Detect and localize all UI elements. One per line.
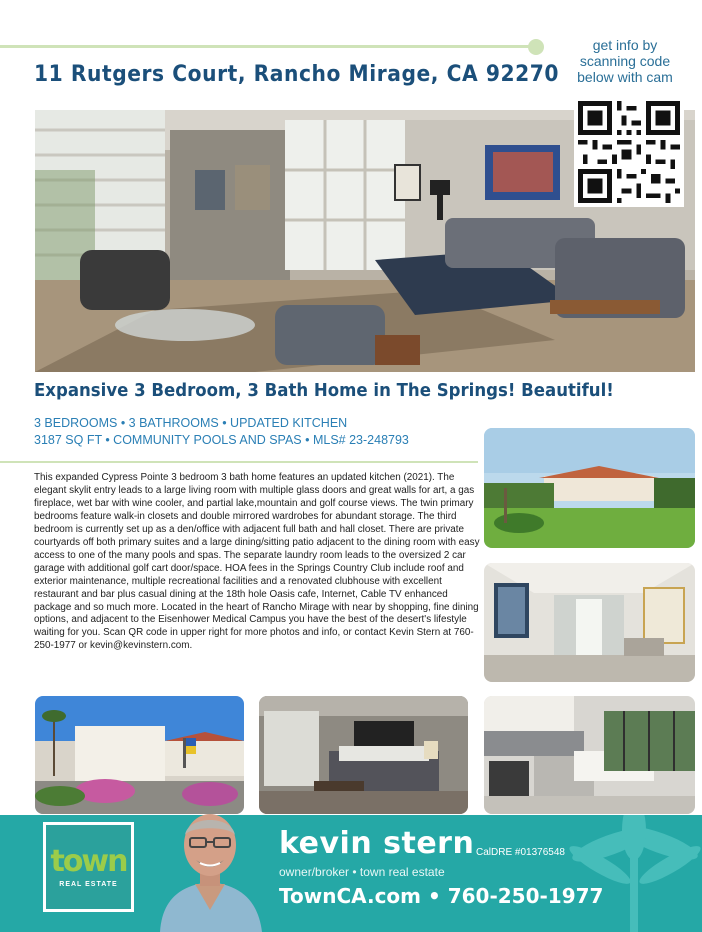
entry-hall-photo [484,563,695,682]
palm-tree-decoration [560,815,702,932]
header-rule [0,45,530,48]
header-rule-dot [528,39,544,55]
kitchen-photo [484,696,695,814]
qr-code[interactable] [576,99,682,205]
property-address: 11 Rutgers Court, Rancho Mirage, CA 92270 [34,62,560,87]
section-divider [0,461,478,463]
feature-line: 3 BEDROOMS • 3 BATHROOMS • UPDATED KITCHEN [34,416,348,430]
agent-portrait [150,800,270,932]
agent-contact[interactable]: TownCA.com • 760-250-1977 [279,884,604,908]
qr-prompt [570,37,680,85]
bedroom-photo [259,696,468,814]
listing-subheading: Expansive 3 Bedroom, 3 Bath Home in The Springs! Beautiful! [34,380,614,401]
feature-list [34,415,409,449]
logo-wordmark: town [50,843,127,879]
listing-description: This expanded Cypress Pointe 3 bedroom 3 bath home features an updated kitchen (2021). The elegant skylit entry leads to a large living room with multiple glass doors and great walls for art, a gas fireplace, wet bar with wine cooler, and partial lake,mountain and golf course views. The twin primary bedrooms feature walk-in closets and double mirrored wardrobes for abundant storage. The third bedroom is currently set up as a den/office with adjacent full bath and hall closet. There are private courtyards off both primary suites and a large dining/sitting patio adjacent to the dining room with easy access to one of the many pools and spas. The separate laundry room leads to the oversized 2 car garage with additional golf cart door/space. HOA fees in the Springs Country Club include roof and exterior maintenance, multiple recreational facilities and a renovated clubhouse with excellent restaurant and bar plus casual dining at the 18th hole Oasis cafe, Internet, Cable TV enhanced package and so much more. Located in the heart of Rancho Mirage with near by shopping, fine dining options, and adjacent to the Eisenhower Medical Campus you have the best of the desert's lifestyle waiting for you. Scan QR code in upper right for more photos and info, or contact Kevin Stern at 760-250-1977 or kevin@kevinstern.com. [34,472,480,652]
qr-prompt-line: scanning code [579,53,671,69]
logo-subtitle: REAL ESTATE [59,880,118,888]
exterior-street-photo [35,696,244,814]
town-real-estate-logo[interactable] [43,822,134,912]
feature-line: 3187 SQ FT • COMMUNITY POOLS AND SPAS • MLS# 23-248793 [34,433,409,447]
qr-prompt-line: below with cam [577,69,673,85]
agent-name: kevin stern [279,826,475,861]
qr-prompt-line: get info by [592,37,658,53]
agent-role: owner/broker • town real estate [279,865,445,879]
agent-license: CalDRE #01376548 [476,847,565,858]
exterior-yard-photo [484,428,695,548]
